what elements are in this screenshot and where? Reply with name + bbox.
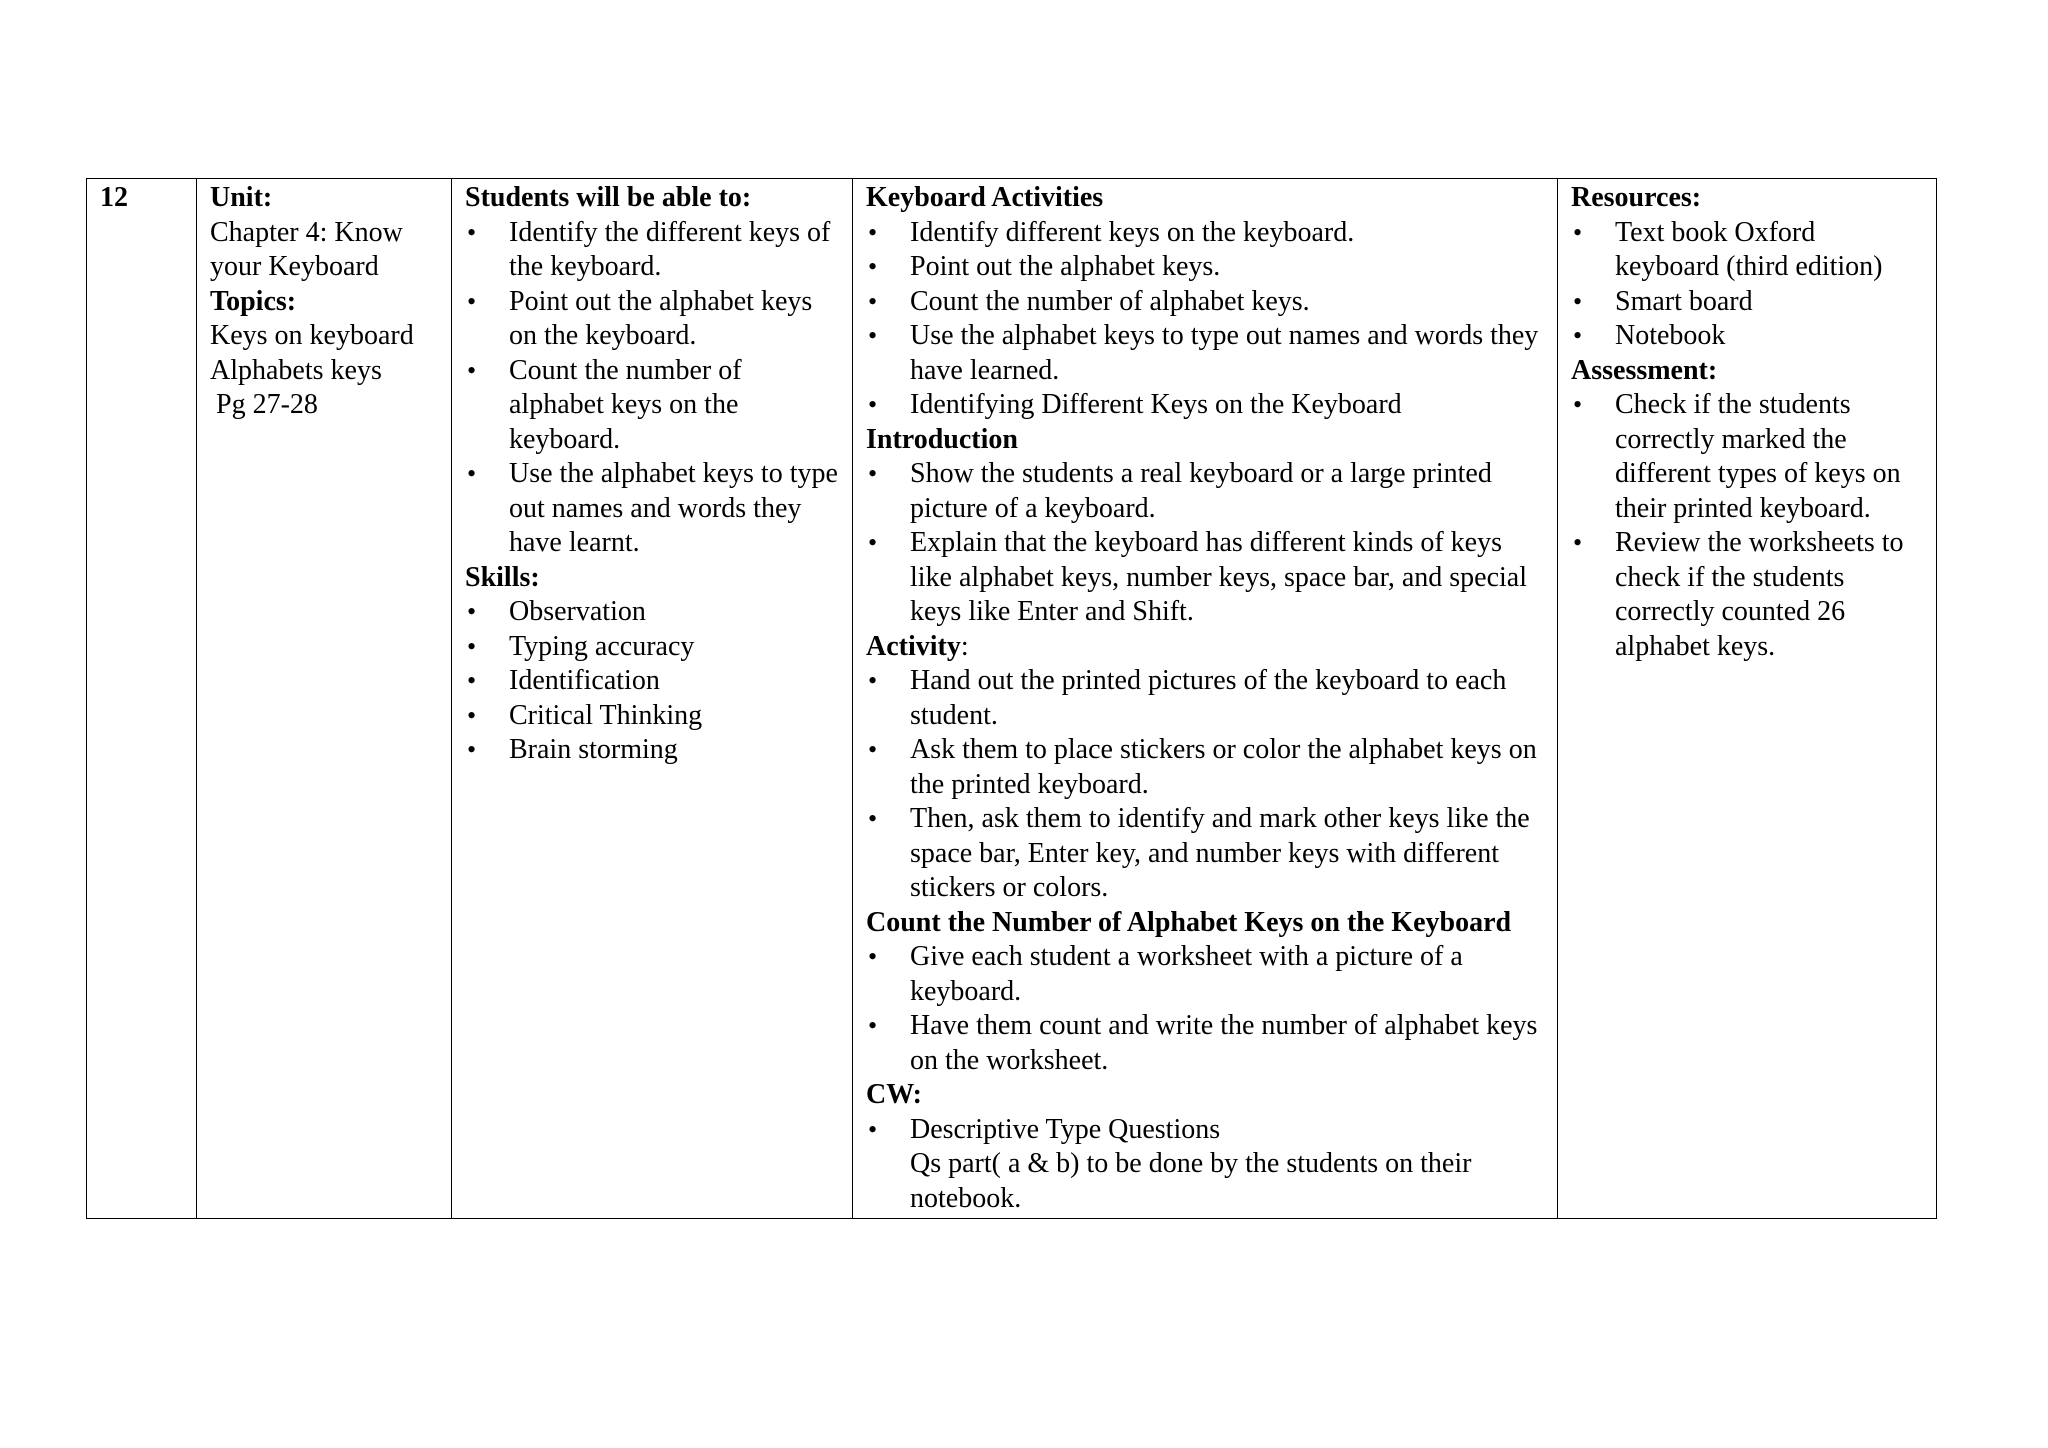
activity-step: • Then, ask them to identify and mark other keys like the space bar, Enter key, and number keys with different stickers or colors.: [866, 802, 1545, 906]
objectives-cell: [452, 179, 853, 1219]
activity-step: • Hand out the printed pictures of the keyboard to each student.: [866, 664, 1545, 733]
resource-item: • Smart board: [1571, 285, 1924, 320]
assessment-label: Assessment:: [1571, 354, 1718, 386]
topic-item: Keys on keyboard: [210, 320, 414, 351]
lesson-row: [87, 179, 1937, 1219]
resource-item: • Text book Oxford keyboard (third edition): [1571, 216, 1924, 285]
activity-label: Activity: [866, 630, 961, 662]
topic-pages: Pg 27-28: [216, 389, 318, 420]
skills-label: Skills:: [465, 561, 540, 593]
resource-item: • Notebook: [1571, 319, 1924, 354]
cw-list: [866, 1113, 1545, 1148]
objectives-list: [465, 216, 840, 561]
topics-label: Topics:: [210, 285, 297, 317]
activity-item: • Identifying Different Keys on the Keyboard: [866, 388, 1545, 423]
introduction-item: • Show the students a real keyboard or a large printed picture of a keyboard.: [866, 457, 1545, 526]
activities-cell: [853, 179, 1558, 1219]
activity-heading-line: [866, 630, 1545, 665]
topic-item: Alphabets keys: [210, 354, 382, 386]
cw-note: Qs part( a & b) to be done by the students on their notebook.: [910, 1148, 1472, 1214]
count-item: • Have them count and write the number of alphabet keys on the worksheet.: [866, 1009, 1545, 1078]
introduction-list: [866, 457, 1545, 630]
skill-item: • Identification: [465, 664, 840, 699]
activity-steps-list: [866, 664, 1545, 906]
objective-item: • Point out the alphabet keys on the keyboard.: [465, 285, 840, 354]
unit-label: Unit:: [210, 182, 273, 213]
activity-item: • Point out the alphabet keys.: [866, 250, 1545, 285]
lesson-plan-table: [86, 178, 1937, 1219]
resources-list: [1571, 216, 1924, 354]
cw-label: CW:: [866, 1079, 922, 1110]
resources-heading: Resources:: [1571, 182, 1702, 213]
activities-list: [866, 216, 1545, 423]
skills-list: [465, 595, 840, 768]
activities-heading: Keyboard Activities: [866, 182, 1104, 213]
activity-step: • Ask them to place stickers or color the alphabet keys on the printed keyboard.: [866, 733, 1545, 802]
activity-colon: :: [960, 630, 969, 662]
cw-item: • Descriptive Type Questions: [866, 1113, 1545, 1148]
objective-item: • Count the number of alphabet keys on the keyboard.: [465, 354, 840, 458]
count-list: [866, 940, 1545, 1078]
skill-item: • Critical Thinking: [465, 699, 840, 734]
introduction-label: Introduction: [866, 423, 1018, 455]
count-item: • Give each student a worksheet with a picture of a keyboard.: [866, 940, 1545, 1009]
activity-item: • Count the number of alphabet keys.: [866, 285, 1545, 320]
lesson-number-cell: [87, 179, 197, 1219]
introduction-item: • Explain that the keyboard has different kinds of keys like alphabet keys, number keys, space bar, and special keys like Enter and Shift.: [866, 526, 1545, 630]
objective-item: • Use the alphabet keys to type out names and words they have learnt.: [465, 457, 840, 561]
skill-item: • Observation: [465, 595, 840, 630]
activity-item: • Use the alphabet keys to type out names and words they have learned.: [866, 319, 1545, 388]
unit-chapter: Chapter 4: Know your Keyboard: [210, 216, 403, 282]
skill-item: • Brain storming: [465, 733, 840, 768]
assessment-item: • Check if the students correctly marked the different types of keys on their printed keyboard.: [1571, 388, 1924, 526]
lesson-number: 12: [100, 182, 128, 213]
activity-item: • Identify different keys on the keyboard.: [866, 216, 1545, 251]
unit-cell: [197, 179, 452, 1219]
resources-cell: [1558, 179, 1937, 1219]
objectives-heading: Students will be able to:: [465, 182, 752, 213]
count-label: Count the Number of Alphabet Keys on the Keyboard: [866, 906, 1512, 938]
skill-item: • Typing accuracy: [465, 630, 840, 665]
objective-item: • Identify the different keys of the keyboard.: [465, 216, 840, 285]
assessment-list: [1571, 388, 1924, 664]
assessment-item: • Review the worksheets to check if the students correctly counted 26 alphabet keys.: [1571, 526, 1924, 664]
